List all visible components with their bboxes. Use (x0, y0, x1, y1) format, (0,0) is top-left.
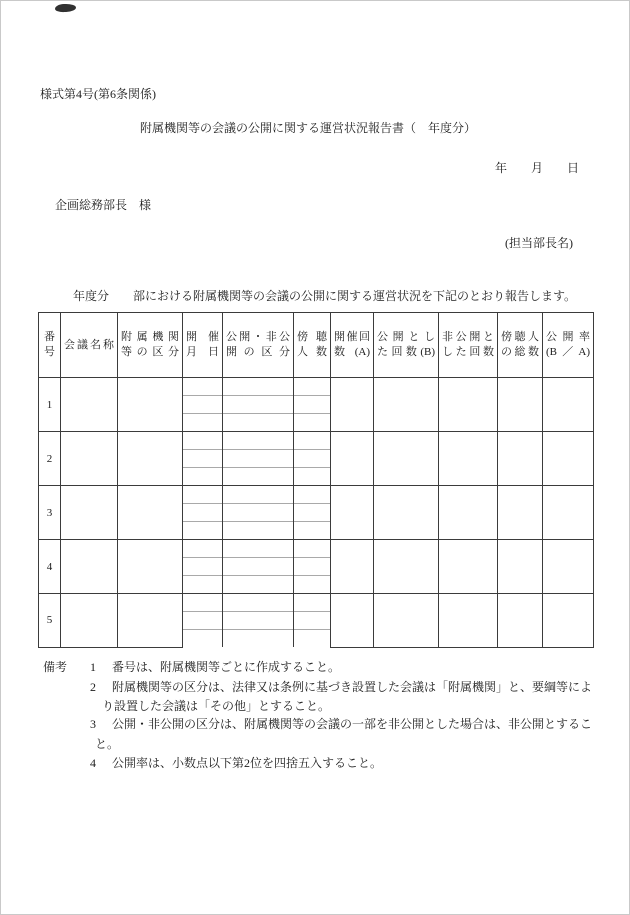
table-cell (331, 378, 374, 432)
table-cell (543, 486, 594, 540)
note-text: 附属機関等の区分は、法律又は条例に基づき設置した会議は「附属機関」と、要綱等によ (112, 680, 593, 694)
table-cell (118, 378, 183, 432)
table-cell (223, 558, 294, 576)
note-line (0, 737, 630, 755)
table-cell (223, 468, 294, 486)
table-cell (118, 594, 183, 648)
table-row (39, 540, 594, 558)
table-cell (118, 540, 183, 594)
table-cell (439, 486, 498, 540)
form-number: 様式第4号(第6条関係) (40, 87, 156, 101)
table-cell (331, 594, 374, 648)
table-cell (183, 630, 223, 648)
header-sessions-a: 開催回 数(A) (331, 313, 374, 378)
note-line (0, 756, 630, 774)
table-cell (439, 540, 498, 594)
table-cell (183, 378, 223, 396)
row-number-cell: 4 (39, 540, 61, 594)
table-cell (543, 378, 594, 432)
table-cell (498, 378, 543, 432)
table-cell (439, 378, 498, 432)
table-row (39, 486, 594, 504)
header-number: 番 号 (39, 313, 61, 378)
table-cell (498, 594, 543, 648)
note-text: 公開・非公開の区分は、附属機関等の会議の一部を非公開とした場合は、非公開とするこ (112, 717, 593, 731)
note-text: り設置した会議は「その他」とすること。 (102, 699, 331, 713)
table-cell (294, 630, 331, 648)
table-cell (294, 612, 331, 630)
table-cell (294, 378, 331, 396)
page-title: 附属機関等の会議の公開に関する運営状況報告書（ 年度分） (140, 121, 477, 135)
table-cell (294, 486, 331, 504)
table-cell (294, 576, 331, 594)
table-cell (543, 594, 594, 648)
table-cell (498, 432, 543, 486)
table-cell (374, 594, 439, 648)
note-number: 4 (90, 756, 96, 770)
header-open-count-b: 公開とし た回数(B) (374, 313, 439, 378)
table-cell (294, 540, 331, 558)
table-cell (439, 594, 498, 648)
table-cell (331, 540, 374, 594)
scan-artifact (55, 4, 76, 13)
note-line (0, 699, 630, 717)
header-open-rate: 公開率 (B／A) (543, 313, 594, 378)
table-cell (61, 432, 118, 486)
table-cell (374, 486, 439, 540)
table-cell (294, 468, 331, 486)
table-cell (61, 540, 118, 594)
table-cell (61, 486, 118, 540)
table-cell (374, 378, 439, 432)
header-total-attendees: 傍聴人 の総数 (498, 313, 543, 378)
note-text: と。 (95, 737, 120, 751)
table-cell (183, 486, 223, 504)
note-text: 番号は、附属機関等ごとに作成すること。 (112, 660, 341, 674)
note-line (0, 680, 630, 698)
date-line: 年 月 日 (495, 161, 580, 175)
table-cell (374, 432, 439, 486)
table-cell (543, 540, 594, 594)
table-cell (331, 432, 374, 486)
table-cell (223, 594, 294, 612)
table-cell (118, 486, 183, 540)
table-cell (183, 558, 223, 576)
table-cell (183, 450, 223, 468)
table-cell (183, 522, 223, 540)
table-cell (183, 432, 223, 450)
table-cell (223, 486, 294, 504)
note-line (0, 717, 630, 735)
table-cell (223, 450, 294, 468)
signer-line: (担当部長名) (505, 236, 573, 250)
table-cell (223, 630, 294, 648)
row-number-cell: 3 (39, 486, 61, 540)
table-cell (223, 432, 294, 450)
table-cell (331, 486, 374, 540)
header-org-type: 附属機関 等の区分 (118, 313, 183, 378)
table-cell (223, 522, 294, 540)
table-cell (294, 522, 331, 540)
header-meeting-name: 会議名称 (61, 313, 118, 378)
row-number-cell: 5 (39, 594, 61, 648)
report-table (38, 312, 594, 648)
header-closed-count: 非公開と した回数 (439, 313, 498, 378)
table-cell (374, 540, 439, 594)
header-open-closed: 公開・非公 開の区分 (223, 313, 294, 378)
table-cell (223, 504, 294, 522)
table-cell (439, 432, 498, 486)
header-held-date: 開催 月日 (183, 313, 223, 378)
table-cell (223, 378, 294, 396)
table-row (39, 432, 594, 450)
table-cell (223, 414, 294, 432)
table-cell (223, 576, 294, 594)
table-cell (294, 558, 331, 576)
table-cell (498, 540, 543, 594)
table-cell (61, 594, 118, 648)
table-cell (294, 414, 331, 432)
table-row (39, 378, 594, 396)
table-cell (294, 432, 331, 450)
table-cell (498, 486, 543, 540)
table-cell (294, 504, 331, 522)
note-number: 3 (90, 717, 96, 731)
table-cell (223, 612, 294, 630)
intro-line: 年度分 部における附属機関等の会議の公開に関する運営状況を下記のとおり報告します。 (73, 289, 577, 303)
table-cell (183, 594, 223, 612)
table-cell (61, 378, 118, 432)
recipient-line: 企画総務部長 様 (55, 198, 152, 212)
table-cell (294, 450, 331, 468)
note-number: 2 (90, 680, 96, 694)
note-number: 1 (90, 660, 96, 674)
table-cell (223, 540, 294, 558)
header-attendees: 傍聴 人数 (294, 313, 331, 378)
table-cell (118, 432, 183, 486)
table-row (39, 594, 594, 612)
note-text: 公開率は、小数点以下第2位を四捨五入すること。 (112, 756, 383, 770)
row-number-cell: 2 (39, 432, 61, 486)
table-cell (183, 396, 223, 414)
table-cell (183, 576, 223, 594)
table-cell (183, 504, 223, 522)
table-cell (183, 414, 223, 432)
note-line (0, 660, 630, 678)
table-cell (294, 396, 331, 414)
table-cell (183, 540, 223, 558)
table-cell (543, 432, 594, 486)
table-cell (223, 396, 294, 414)
table-cell (294, 594, 331, 612)
notes-label: 備考 (43, 660, 68, 674)
header-row (39, 313, 594, 378)
row-number-cell: 1 (39, 378, 61, 432)
table-cell (183, 468, 223, 486)
table-cell (183, 612, 223, 630)
